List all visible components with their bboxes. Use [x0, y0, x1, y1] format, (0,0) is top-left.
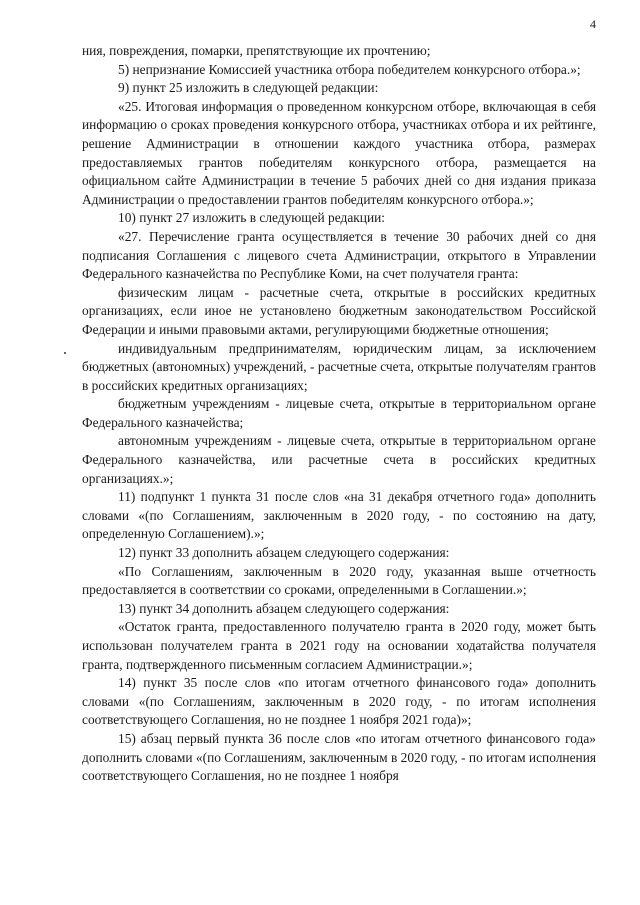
- paragraph-clause-25: «25. Итоговая информация о проведенном конкурсном отборе, включающая в себя информацию о сроках проведения конкурсного отбора, участниках отбора и их рейтинге, решение Администрации в отношении каждого участника отбора, размерах предоставляемых грантов победителям конкурсного отбора, размещается на официальном сайте Администрации в течение 5 рабочих дней со дня издания приказа Администрации о предоставлении грантов победителям конкурсного отбора.»;: [82, 98, 596, 207]
- page-number: 4: [590, 17, 596, 31]
- paragraph-item-11: 11) подпункт 1 пункта 31 после слов «на 31 декабря отчетного года» дополнить словами «(по Соглашениям, заключенным в 2020 году, - по состоянию на дату, определенную Соглашением).»;: [82, 489, 596, 542]
- paragraph-item-10: 10) пункт 27 изложить в следующей редакции:: [118, 210, 386, 226]
- paragraph-clause-27: «27. Перечисление гранта осуществляется в течение 30 рабочих дней со дня подписания Соглашения с лицевого счета Администрации, открытого в Управлении Федерального казначейства по Республике Коми, на счет получателя гранта:: [82, 228, 596, 282]
- paragraph-clause-34-addition: «Остаток гранта, предоставленного получателю гранта в 2020 году, может быть использован получателем гранта в 2021 году на основании ходатайства получателя гранта, подтвержденного письменным согласием Администрации.»;: [82, 619, 596, 672]
- paragraph-item-12: 12) пункт 33 дополнить абзацем следующего содержания:: [118, 545, 450, 561]
- paragraph-continuation: ния, повреждения, помарки, препятствующие их прочтению;: [82, 43, 431, 58]
- margin-mark: [64, 352, 66, 354]
- paragraph-item-14: 14) пункт 35 после слов «по итогам отчетного финансового года» дополнить словами «(по Соглашениям, заключенным в 2020 году, - по итогам исполнения соответствующего Соглашения, но не позднее 1 ноября 2021 года)»;: [82, 675, 596, 728]
- paragraph-budget-institutions: бюджетным учреждениям - лицевые счета, открытые в территориальном органе Федерального казначейства;: [82, 396, 596, 430]
- document-body: [82, 42, 596, 786]
- paragraph-clause-33-addition: «По Соглашениям, заключенным в 2020 году, указанная выше отчетность предоставляется в соответствии со сроками, определенными в Соглашении.»;: [82, 563, 596, 598]
- paragraph-autonomous-institutions: автономным учреждениям - лицевые счета, открытые в территориальном органе Федерального казначейства, или расчетные счета в российских кредитных организациях.»;: [82, 433, 596, 486]
- paragraph-item-9: 9) пункт 25 изложить в следующей редакции:: [118, 80, 379, 96]
- paragraph-individuals: физическим лицам - расчетные счета, открытые в российских кредитных организациях, если иное не установлено бюджетным законодательством Российской Федерации и иными правовыми актами, регулирующими бюджетные отношения;: [82, 284, 596, 337]
- paragraph-item-13: 13) пункт 34 дополнить абзацем следующего содержания:: [118, 600, 450, 616]
- paragraph-entrepreneurs: индивидуальным предпринимателям, юридическим лицам, за исключением бюджетных (автономных) учреждений, - расчетные счета, открытые получателям грантов в российских кредитных организациях;: [82, 340, 596, 393]
- paragraph-item-5: 5) непризнание Комиссией участника отбора победителем конкурсного отбора.»;: [118, 61, 581, 77]
- paragraph-item-15: 15) абзац первый пункта 36 после слов «по итогам отчетного финансового года» дополнить словами «(по Соглашениям, заключенным в 2020 году, - по итогам исполнения соответствующего Соглашения, но не позднее 1 ноября: [82, 730, 597, 784]
